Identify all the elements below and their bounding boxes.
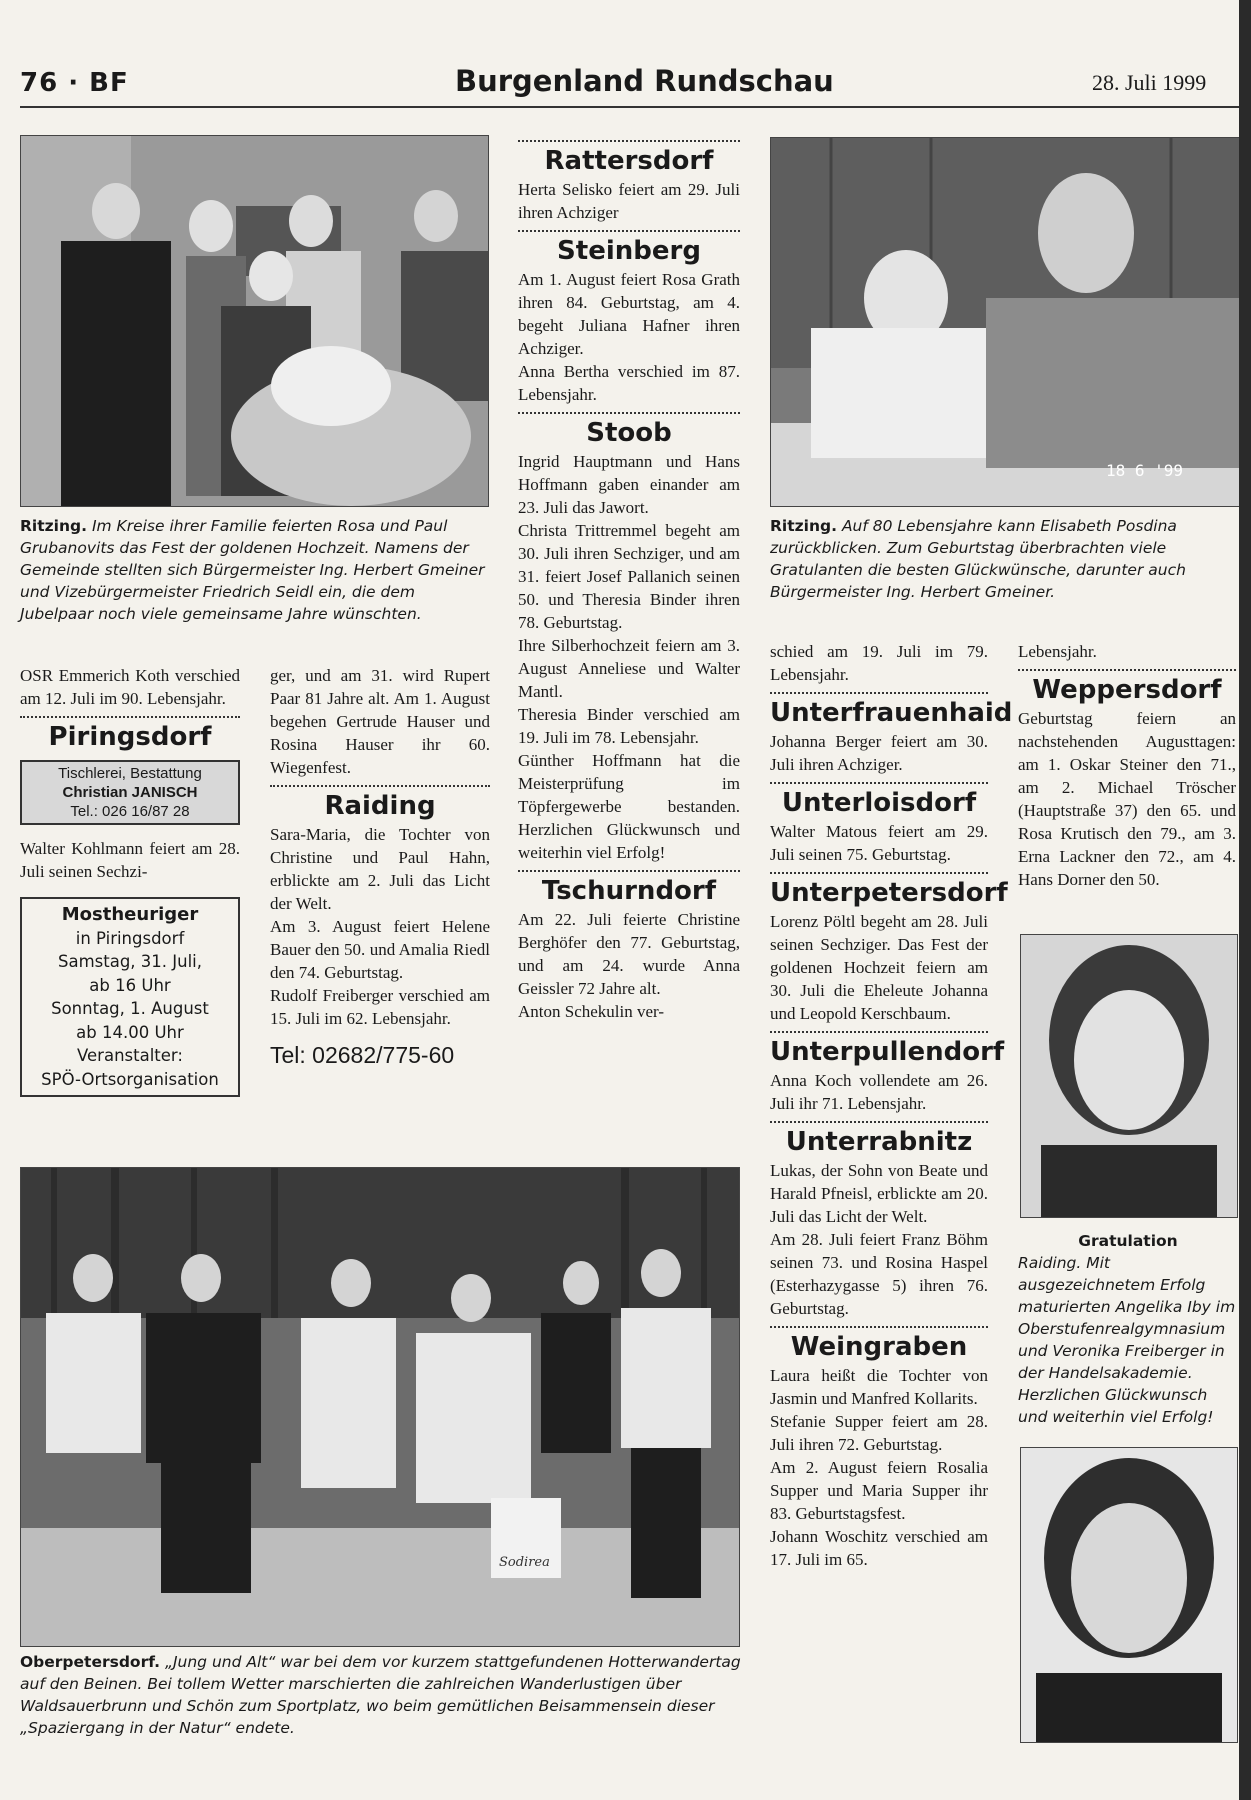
caption-text: Raiding. Mit ausgezeichnetem Erfolg maturierten Angelika Iby im Oberstufenrealgymnasium und Veronika Freiberger in der Handelsakademie. Herzlichen Glückwunsch und weiterhin viel Erfolg! [1018,1254,1236,1426]
photo-birthday-80 [770,137,1240,507]
header-rule [20,106,1245,108]
article-text: Anna Bertha verschied im 87. Lebensjahr. [518,362,740,404]
caption-place: Ritzing. [20,517,88,535]
article-text: Anton Schekulin ver- [518,1002,665,1021]
issue-date: 28. Juli 1999 [1092,70,1207,95]
article-text: Günther Hoffmann hat die Meisterprüfung im Töpfergewerbe bestanden. Herzlichen Glückwunsch und weiterhin viel Erfolg! [518,751,740,862]
phone-number: Tel: 02682/775-60 [270,1042,455,1068]
photo2-caption [770,515,1240,603]
town-heading: Raiding [324,791,436,821]
town-heading: Rattersdorf [544,146,714,176]
town-heading: Weingraben [790,1332,968,1362]
article-text: Lukas, der Sohn von Beate und Harald Pfneisl, erblickte am 20. Juli das Licht der Welt. [770,1161,988,1226]
photo-golden-wedding [20,135,489,507]
article-text: Am 3. August feiert Helene Bauer den 50. und Amalia Riedl den 74. Geburtstag. [270,917,490,982]
article-text: Walter Kohlmann feiert am 28. Juli seinen Sechzi- [20,839,240,881]
column-3 [518,134,740,1023]
article-text: Walter Matous feiert am 29. Juli seinen 75. Geburtstag. [770,822,988,864]
caption-place: Ritzing. [770,517,838,535]
caption-place: Oberpetersdorf. [20,1653,160,1671]
article-text: Sara-Maria, die Tochter von Christine und Paul Hahn, erblickte am 2. Juli das Licht der Welt. [270,825,490,913]
article-text: Theresia Binder verschied am 19. Juli im 78. Lebensjahr. [518,705,740,747]
caption-title: Gratulation [1078,1232,1178,1250]
dotted-divider [518,230,740,232]
ad-line: Samstag, 31. Juli, [57,952,203,971]
town-heading: Unterfrauenhaid [770,698,1013,728]
ad-line: ab 16 Uhr [89,975,171,995]
ad-mostheuriger [20,897,240,1097]
portrait-veronika-freiberger [1020,1447,1238,1743]
dotted-divider [770,1121,988,1123]
column-2 [270,664,490,1067]
ad-line: Christian JANISCH [62,784,198,801]
article-text: Stefanie Supper feiert am 28. Juli ihren 72. Geburtstag. [770,1412,988,1454]
dotted-divider [518,412,740,414]
article-text: Laura heißt die Tochter von Jasmin und Manfred Kollarits. [770,1366,988,1408]
column-1 [20,664,240,1097]
article-text: Ingrid Hauptmann und Hans Hoffmann gaben einander am 23. Juli das Jawort. [518,452,740,517]
article-text: Am 1. August feiert Rosa Grath ihren 84. Geburtstag, am 4. begeht Juliana Hafner ihren Achziger. [518,270,740,358]
dotted-divider [770,782,988,784]
article-text: Herta Selisko feiert am 29. Juli ihren Achziger [518,180,740,222]
dotted-divider [20,716,240,718]
ad-line: Tischlerei, Bestattung [58,765,202,782]
page-number: 76 · BF [20,68,129,98]
town-heading: Unterpullendorf [770,1037,1005,1067]
ad-line: Sonntag, 1. August [51,999,209,1018]
town-heading: Steinberg [557,236,701,266]
ad-title: Mostheuriger [61,904,199,925]
dotted-divider [770,872,988,874]
photo3-caption [20,1651,742,1739]
article-text: OSR Emmerich Koth verschied am 12. Juli im 90. Lebensjahr. [20,666,240,708]
article-text: Geburtstag feiern an nachstehenden Augusttagen: am 1. Oskar Steiner den 71., am 2. Michael Tröscher (Hauptstraße 37) den 65. und Rosa Krutisch den 79., am 3. Erna Lackner den 72., am 4. Hans Dorner den 50. [1018,709,1236,889]
ad-tischlerei [20,760,240,825]
dotted-divider [270,785,490,787]
newspaper-title: Burgenland Rundschau [455,64,834,98]
ad-line: Veranstalter: [77,1046,183,1065]
ad-line: SPÖ-Ortsorganisation [41,1069,219,1089]
gratulation-caption [1018,1230,1238,1428]
article-text: Anna Koch vollendete am 26. Juli ihr 71. Lebensjahr. [770,1071,988,1113]
town-heading: Unterrabnitz [785,1127,973,1157]
town-heading: Unterloisdorf [781,788,977,818]
article-text: Am 2. August feiern Rosalia Supper und Maria Supper ihr 83. Geburtstagsfest. [770,1458,988,1523]
town-heading: Weppersdorf [1032,675,1222,705]
caption-text: Auf 80 Lebensjahre kann Elisabeth Posdina zurückblicken. Zum Geburtstag überbrachten viele Gratulanten die besten Glückwünsche, darunter auch Bürgermeister Ing. Herbert Gmeiner. [770,517,1186,601]
town-heading: Unterpetersdorf [770,878,1008,908]
article-text: Am 28. Juli feiert Franz Böhm seinen 73. und Rosina Haspel (Esterhazygasse 5) ihren 76. Geburtstag. [770,1230,988,1318]
article-text: schied am 19. Juli im 79. Lebensjahr. [770,642,988,684]
article-text: Ihre Silberhochzeit feiern am 3. August Anneliese und Walter Mantl. [518,636,740,701]
ad-line: ab 14.00 Uhr [76,1022,184,1042]
caption-text: „Jung und Alt“ war bei dem vor kurzem stattgefundenen Hotterwandertag auf den Beinen. Bei tollem Wetter marschierten die zahlreichen Wanderlustigen über Waldsauerbrunn und Schön zum Sportplatz, wo beim gemütlichen Beisammensein dieser „Spaziergang in der Natur“ endete. [20,1653,741,1737]
town-heading: Piringsdorf [48,722,212,752]
dotted-divider [770,1031,988,1033]
dotted-divider [518,140,740,142]
dotted-divider [518,870,740,872]
column-5 [1018,640,1236,891]
portrait-angelika-iby [1020,934,1238,1218]
article-text: Johanna Berger feiert am 30. Juli ihren Achziger. [770,732,988,774]
article-text: Christa Trittremmel begeht am 30. Juli ihren Sechziger, und am 31. feiert Josef Pallanich seinen 50. und Theresia Binder ihren 78. Geburtstag. [518,521,740,632]
article-text: Johann Woschitz verschied am 17. Juli im 65. [770,1527,988,1569]
article-text: Am 22. Juli feierte Christine Berghöfer den 77. Geburtstag, und am 24. wurde Anna Geissler 72 Jahre alt. [518,910,740,998]
page-margin-shadow [1239,0,1251,1800]
photo1-caption [20,515,490,625]
town-heading: Tschurndorf [541,876,717,906]
article-text: Rudolf Freiberger verschied am 15. Juli im 62. Lebensjahr. [270,986,490,1028]
photo-hiking-day [20,1167,740,1647]
town-heading: Stoob [586,418,672,448]
article-text: Lebensjahr. [1018,642,1097,661]
dotted-divider [770,1326,988,1328]
dotted-divider [1018,669,1236,671]
dotted-divider [770,692,988,694]
ad-line: in Piringsdorf [75,928,185,948]
column-4 [770,640,1013,1571]
article-text: ger, und am 31. wird Rupert Paar 81 Jahre alt. Am 1. August begehen Gertrude Hauser und Rosina Hauser ihr 60. Wiegenfest. [270,666,490,777]
caption-text: Im Kreise ihrer Familie feierten Rosa und Paul Grubanovits das Fest der goldenen Hochzeit. Namens der Gemeinde stellten sich Bürgermeister Ing. Herbert Gmeiner und Vizebürgermeister Friedrich Seidl ein, die dem Jubelpaar noch viele gemeinsame Jahre wünschten. [20,517,485,623]
ad-line: Tel.: 026 16/87 28 [70,803,190,820]
photo-date-stamp: 18 6 '99 [1106,461,1184,480]
bag-text: Sodirea [499,1555,550,1570]
article-text: Lorenz Pöltl begeht am 28. Juli seinen Sechziger. Das Fest der goldenen Hochzeit feiern am 30. Juli die Eheleute Johanna und Leopold Kerschbaum. [770,912,988,1023]
